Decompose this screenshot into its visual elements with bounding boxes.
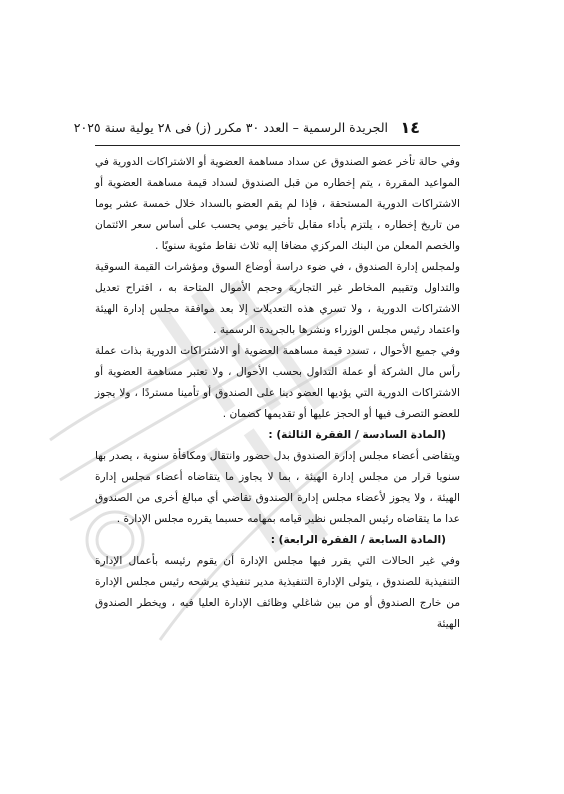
header-divider bbox=[95, 145, 460, 146]
paragraph-board-compensation: ويتقاضى أعضاء مجلس إدارة الصندوق بدل حضور وانتقال ومكافأة سنوية ، يصدر بها سنويا قرار من مجلس إدارة الهيئة ، بما لا يجاوز ما يتقاضاه أعضاء مجلس إدارة الهيئة ، ولا يجوز لأعضاء مجلس إدارة الصندوق تقاضي أي مبالغ أخرى من الصندوق عدا ما يتقاضاه رئيس المجلس نظير قيامه بمهامه حسبما يقرره مجلس الإدارة . bbox=[95, 450, 460, 525]
document-body bbox=[95, 152, 460, 635]
heading-article-7: (المادة السابعة / الفقرة الرابعة) : bbox=[270, 534, 446, 546]
paragraph-board-amendment: ولمجلس إدارة الصندوق ، في ضوء دراسة أوضاع السوق ومؤشرات القيمة السوقية والتداول وتقييم المخاطر غير التجارية وحجم الأموال المتاحة به ، اقتراح تعديل الاشتراكات الدورية ، ولا تسري هذه التعديلات إلا بعد موافقة مجلس إدارة الهيئة واعتماد رئيس مجلس الوزراء ونشرها بالجريدة الرسمية . bbox=[95, 261, 460, 336]
paragraph-currency: وفي جميع الأحوال ، تسدد قيمة مساهمة العضوية أو الاشتراكات الدورية بذات عملة رأس مال الشركة أو عملة التداول بحسب الأحوال ، ولا تعتبر مساهمة العضوية أو الاشتراكات الدورية التي يؤديها العضو دينا على الصندوق أو تأمينا مستردًا ، ولا يجوز للعضو التصرف فيها أو الحجز عليها أو تقديمها كضمان . bbox=[95, 345, 460, 420]
page-number: ١٤ bbox=[400, 118, 420, 137]
paragraph-executive-director: وفي غير الحالات التي يقرر فيها مجلس الإدارة أن يقوم رئيسه بأعمال الإدارة التنفيذية للصندوق ، يتولى الإدارة التنفيذية مدير تنفيذي يرشحه رئيس مجلس الإدارة من خارج الصندوق أو من بين شاغلي وظائف الإدارة العليا فيه ، ويخطر الصندوق الهيئة bbox=[95, 555, 460, 630]
heading-article-6: (المادة السادسة / الفقرة الثالثة) : bbox=[268, 429, 446, 441]
paragraph-late-payment: وفي حالة تأخر عضو الصندوق عن سداد مساهمة العضوية أو الاشتراكات الدورية في المواعيد المقررة ، يتم إخطاره من قبل الصندوق لسداد قيمة مساهمة العضوية أو الاشتراكات الدورية المستحقة ، فإذا لم يقم العضو بالسداد خلال خمسة عشر يوما من تاريخ إخطاره ، يلتزم بأداء مقابل تأخير يومي يحسب على أساس سعر الائتمان والخصم المعلن من البنك المركزي مضافا إليه ثلاث نقاط مئوية سنويًا . bbox=[95, 156, 460, 252]
gazette-title: الجريدة الرسمية – العدد ٣٠ مكرر (ز) فى ٢٨ يولية سنة ٢٠٢٥ bbox=[73, 120, 388, 135]
page-header bbox=[73, 118, 420, 140]
